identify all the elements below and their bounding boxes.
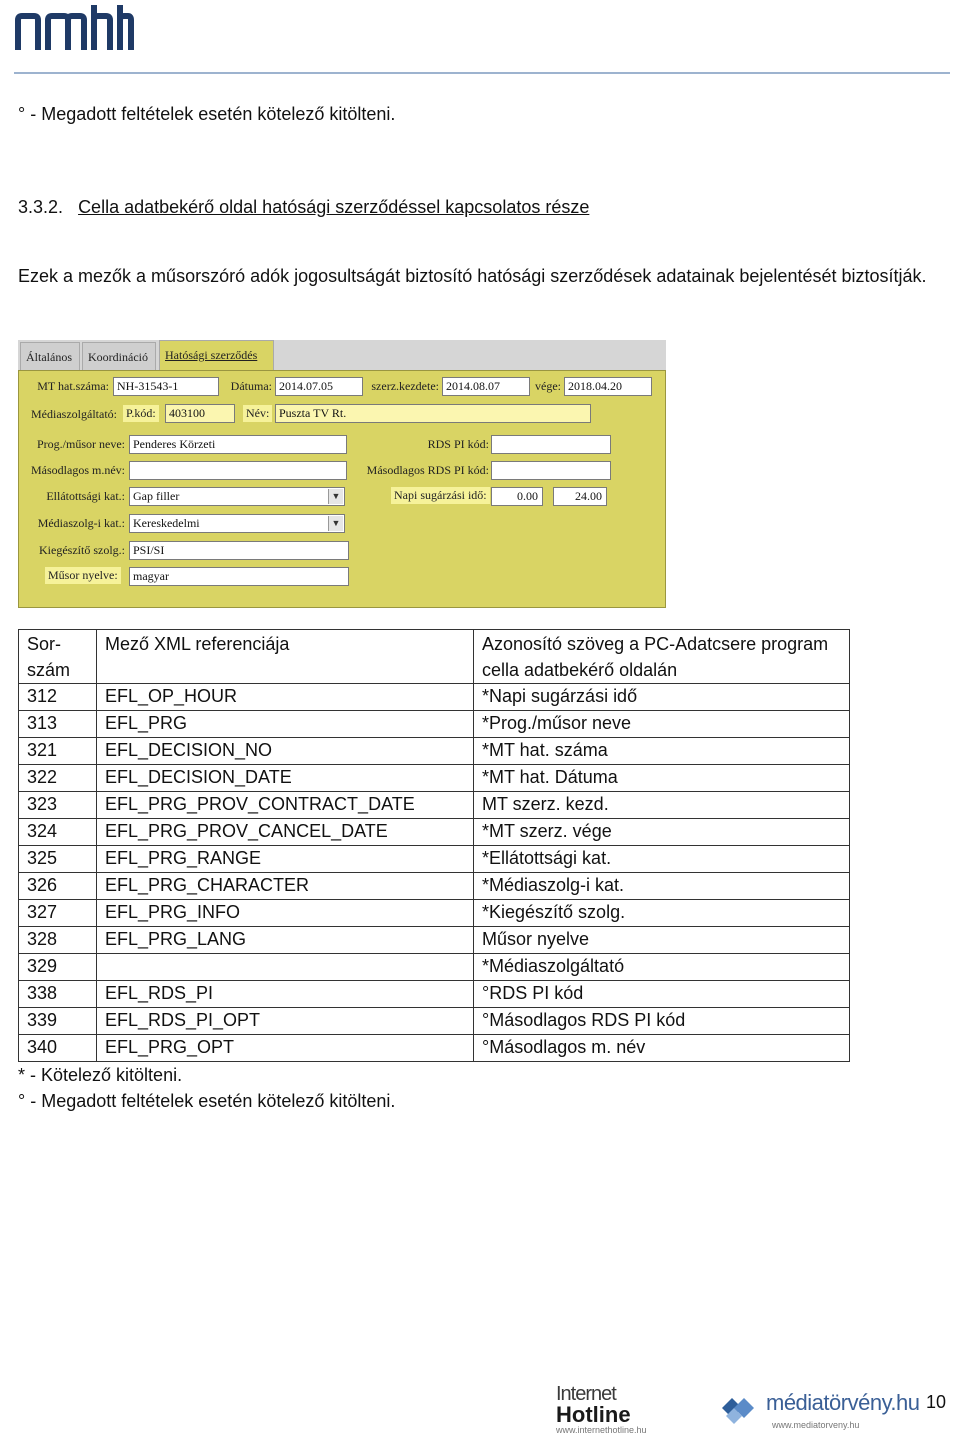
logo1-line2: Hotline (556, 1402, 631, 1427)
diamond-mark-icon (712, 1390, 764, 1426)
table-row (19, 846, 850, 873)
label-mt-hat-szama: MT hat.száma: (37, 379, 109, 393)
table-row (19, 900, 850, 927)
nmhh-logo-text: nmhh (14, 4, 17, 5)
table-row (19, 738, 850, 765)
cell-azonosito: *Prog./műsor neve (474, 711, 850, 738)
select-ellatottsagi-kat-value: Gap filler (133, 489, 180, 503)
label-musor-nyelve: Műsor nyelve: (45, 567, 121, 584)
field-szerz-kezdete[interactable]: 2014.08.07 (442, 377, 530, 396)
cell-sorszam: 328 (19, 927, 97, 954)
cell-azonosito: *MT hat. Dátuma (474, 765, 850, 792)
cell-azonosito: °RDS PI kód (474, 981, 850, 1008)
cell-sorszam: 326 (19, 873, 97, 900)
label-masodlagos-rds-pi-kod: Másodlagos RDS PI kód: (366, 463, 489, 477)
label-ellatottsagi-kat: Ellátottsági kat.: (46, 489, 125, 503)
cell-xml-ref: EFL_OP_HOUR (97, 684, 474, 711)
form-tab-bar (18, 340, 666, 370)
tab-altalanos[interactable]: Általános (20, 342, 80, 370)
cell-sorszam: 329 (19, 954, 97, 981)
header-rule (14, 72, 950, 74)
intro-paragraph: Ezek a mezők a műsorszóró adók jogosultságát biztosító hatósági szerződések adatainak bejelentését biztosítják. (18, 266, 927, 286)
cell-sorszam: 321 (19, 738, 97, 765)
cell-azonosito: *Médiaszolg-i kat. (474, 873, 850, 900)
cell-azonosito: MT szerz. kezd. (474, 792, 850, 819)
table-row (19, 684, 850, 711)
field-rds-pi-kod[interactable] (491, 435, 611, 454)
cell-xml-ref: EFL_PRG_CHARACTER (97, 873, 474, 900)
table-row (19, 873, 850, 900)
field-napi-ido-to[interactable]: 24.00 (553, 487, 607, 506)
page-number: 10 (926, 1392, 947, 1412)
label-masodlagos-m-nev: Másodlagos m.név: (31, 463, 125, 477)
table-row (19, 765, 850, 792)
cell-sorszam: 339 (19, 1008, 97, 1035)
table-row (19, 1008, 850, 1035)
field-nev[interactable]: Puszta TV Rt. (275, 404, 591, 423)
label-kiegeszito-szolg: Kiegészítő szolg.: (39, 543, 125, 557)
cell-xml-ref: EFL_DECISION_DATE (97, 765, 474, 792)
cell-xml-ref: EFL_RDS_PI (97, 981, 474, 1008)
cell-azonosito: °Másodlagos m. név (474, 1035, 850, 1062)
field-pkod[interactable]: 403100 (165, 404, 235, 423)
cell-azonosito: °Másodlagos RDS PI kód (474, 1008, 850, 1035)
cell-azonosito: *Ellátottsági kat. (474, 846, 850, 873)
cell-xml-ref: EFL_PRG_PROV_CONTRACT_DATE (97, 792, 474, 819)
note-conditional: ° - Megadott feltételek esetén kötelező kitölteni. (18, 1091, 396, 1111)
header-xml-ref-line-1: Mező XML referenciája (105, 634, 290, 654)
cell-sorszam: 338 (19, 981, 97, 1008)
form-screenshot (18, 340, 666, 608)
cell-sorszam: 340 (19, 1035, 97, 1062)
header-xml-ref (97, 630, 474, 684)
chevron-down-icon[interactable]: ▼ (328, 516, 343, 531)
cell-xml-ref: EFL_PRG (97, 711, 474, 738)
cell-azonosito: *MT szerz. vége (474, 819, 850, 846)
field-datuma[interactable]: 2014.07.05 (275, 377, 363, 396)
cell-xml-ref: EFL_PRG_INFO (97, 900, 474, 927)
header-azonosito-line-1: Azonosító szöveg a PC-Adatcsere program (482, 634, 829, 654)
cell-xml-ref: EFL_DECISION_NO (97, 738, 474, 765)
cell-sorszam: 325 (19, 846, 97, 873)
header-sorszam-line-2: szám (27, 660, 71, 680)
label-vege: vége: (535, 379, 561, 393)
section-number: 3.3.2. (18, 197, 64, 217)
table-row (19, 819, 850, 846)
logo2-url: www.mediatorveny.hu (772, 1420, 860, 1430)
section-heading (18, 195, 589, 219)
field-masodlagos-m-nev[interactable] (129, 461, 347, 480)
cell-xml-ref: EFL_PRG_OPT (97, 1035, 474, 1062)
cell-sorszam: 327 (19, 900, 97, 927)
label-rds-pi-kod: RDS PI kód: (427, 437, 489, 451)
chevron-down-icon[interactable]: ▼ (328, 489, 343, 504)
field-masodlagos-rds-pi-kod[interactable] (491, 461, 611, 480)
form-panel (18, 370, 666, 608)
note-required: * - Kötelező kitölteni. (18, 1065, 183, 1085)
label-mediaszolgaltato: Médiaszolgáltató: (31, 407, 117, 421)
field-vege[interactable]: 2018.04.20 (564, 377, 652, 396)
tab-koordinacio[interactable]: Koordináció (82, 342, 156, 370)
field-musor-nyelve[interactable]: magyar (129, 567, 349, 586)
cell-azonosito: *Kiegészítő szolg. (474, 900, 850, 927)
cell-xml-ref: EFL_PRG_LANG (97, 927, 474, 954)
cell-sorszam: 322 (19, 765, 97, 792)
cell-azonosito: *Médiaszolgáltató (474, 954, 850, 981)
header-azonosito (474, 630, 850, 684)
logo2-name: médiatörvény.hu (766, 1390, 920, 1415)
label-szerz-kezdete: szerz.kezdete: (371, 379, 439, 393)
field-napi-ido-from[interactable]: 0.00 (491, 487, 543, 506)
table-header-row (19, 630, 850, 684)
table-row (19, 954, 850, 981)
cell-sorszam: 313 (19, 711, 97, 738)
header-azonosito-line-2: cella adatbekérő oldalán (482, 660, 678, 680)
field-kiegeszito-szolg[interactable]: PSI/SI (129, 541, 349, 560)
label-nev: Név: (243, 405, 272, 422)
cell-sorszam: 323 (19, 792, 97, 819)
select-ellatottsagi-kat[interactable] (129, 487, 345, 506)
logo1-line1: Internet (556, 1383, 616, 1405)
table-row (19, 711, 850, 738)
logo1-url: www.internethotline.hu (556, 1425, 647, 1435)
cell-sorszam: 324 (19, 819, 97, 846)
label-pkod: P.kód: (123, 405, 159, 422)
table-row (19, 981, 850, 1008)
label-mediaszolg-i-kat: Médiaszolg-i kat.: (37, 516, 125, 530)
table-row (19, 927, 850, 954)
label-datuma: Dátuma: (230, 379, 272, 393)
select-mediaszolg-i-kat[interactable] (129, 514, 345, 533)
table-row (19, 792, 850, 819)
field-mt-hat-szama[interactable]: NH-31543-1 (113, 377, 219, 396)
header-sorszam (19, 630, 97, 684)
field-prog-musor-neve[interactable]: Penderes Körzeti (129, 435, 347, 454)
section-title: Cella adatbekérő oldal hatósági szerződéssel kapcsolatos része (78, 197, 590, 217)
cell-azonosito: *MT hat. száma (474, 738, 850, 765)
cell-xml-ref: EFL_RDS_PI_OPT (97, 1008, 474, 1035)
internet-hotline-logo (556, 1385, 696, 1437)
header-sorszam-line-1: Sor- (27, 634, 62, 654)
table-row (19, 1035, 850, 1062)
cell-xml-ref (97, 954, 474, 981)
note-conditional-top: ° - Megadott feltételek esetén kötelező kitölteni. (18, 104, 396, 124)
cell-azonosito: *Napi sugárzási idő (474, 684, 850, 711)
label-prog-musor-neve: Prog./műsor neve: (37, 437, 125, 451)
mediatorveny-logo (712, 1388, 922, 1434)
cell-xml-ref: EFL_PRG_RANGE (97, 846, 474, 873)
cell-xml-ref: EFL_PRG_PROV_CANCEL_DATE (97, 819, 474, 846)
tab-hatosagi-szerzodes[interactable]: Hatósági szerződés (159, 340, 274, 371)
xml-reference-table (18, 629, 850, 1062)
nmhh-logo (14, 4, 134, 50)
cell-sorszam: 312 (19, 684, 97, 711)
select-mediaszolg-i-kat-value: Kereskedelmi (133, 516, 200, 530)
label-napi-sugarzasi-ido: Napi sugárzási idő: (391, 487, 490, 504)
cell-azonosito: Műsor nyelve (474, 927, 850, 954)
